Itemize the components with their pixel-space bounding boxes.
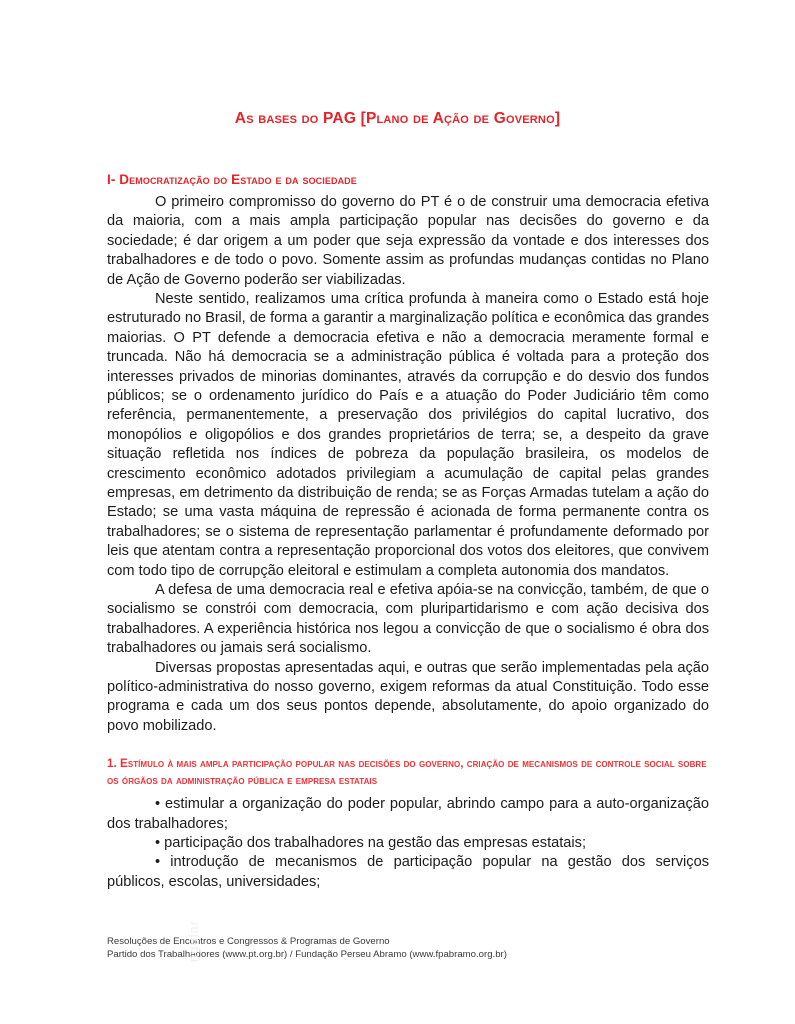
body-paragraph: A defesa de uma democracia real e efetiva apóia-se na convicção, também, de que o socialismo se constrói com democracia, com pluripartidarismo e com ação decisiva dos trabalhadores. A experiência histórica nos legou a convicção de que o socialismo é obra dos trabalhadores ou jamais será socialismo. [107, 582, 709, 657]
spacer [107, 736, 709, 756]
body-paragraph: Diversas propostas apresentadas aqui, e outras que serão implementadas pela ação político-administrativa do nosso governo, exigem reformas da atual Constituição. Todo esse programa e cada um dos seus pontos depende, absolutamente, do apoio organizado do povo mobilizado. [107, 659, 709, 734]
list-item: • estimular a organização do poder popular, abrindo campo para a auto-organização dos trabalhadores; [107, 796, 709, 832]
page-footer [107, 935, 727, 961]
list-item: • introdução de mecanismos de participação popular na gestão dos serviços públicos, escolas, universidades; [107, 854, 709, 890]
list-item: • participação dos trabalhadores na gestão das empresas estatais; [155, 834, 587, 851]
body-paragraph: O primeiro compromisso do governo do PT é o de construir uma democracia efetiva da maioria, com a mais ampla participação popular nas decisões do governo e da sociedade; é dar origem a um poder que seja expressão da vontade e dos interesses dos trabalhadores e de todo o povo. Somente assim as profundas mudanças contidas no Plano de Ação de Governo poderão ser viabilizadas. [107, 193, 709, 288]
footer-line-source: Resoluções de Encontros e Congressos & Programas de Governo [107, 936, 390, 947]
document-body [107, 172, 709, 892]
footer-line-publisher: Partido dos Trabalhadores (www.pt.org.br) / Fundação Perseu Abramo (www.fpabramo.org.br) [107, 949, 507, 960]
numbered-subsection-heading: 1. Estímulo à mais ampla participação popular nas decisões do governo, criação de mecanismos de controle social sobre os órgãos da administração pública e empresa estatais [107, 757, 707, 787]
document-title: As bases do PAG [Plano de Ação de Governo] [234, 110, 561, 128]
section-heading: I- Democratização do Estado e da sociedade [107, 172, 357, 187]
proposal-bullet-list [107, 795, 709, 892]
body-paragraph: Neste sentido, realizamos uma crítica profunda à maneira como o Estado está hoje estruturado no Brasil, de forma a garantir a marginalização política e econômica das grandes maiorias. O PT defende a democracia efetiva e não a democracia meramente formal e truncada. Não há democracia se a administração pública é voltada para a proteção dos interesses privados de minorias dominantes, através da corrupção e do desvio dos fundos públicos; se o ordenamento jurídico do País e a atuação do Poder Judiciário têm como referência, permanentemente, a preservação dos privilégios do capital lucrativo, dos monopólios e oligopólios e dos grandes proprietários de terra; se, a despeito da grave situação refletida nos índices de pobreza da população brasileira, os modelos de crescimento econômico adotados privilegiam a acumulação de capital pelas grandes empresas, em detrimento da distribuição de renda; se as Forças Armadas tutelam a ação do Estado; se uma vasta máquina de repressão é acionada de forma permanente contra os trabalhadores; se o sistema de representação parlamentar é profundamente deformado por leis que atentam contra a representação proporcional dos votos dos eleitores, que convivem com todo tipo de corrupção eleitoral e estimulam a completa autonomia dos mandatos. [107, 290, 709, 579]
scan-watermark: ngular [186, 919, 201, 962]
